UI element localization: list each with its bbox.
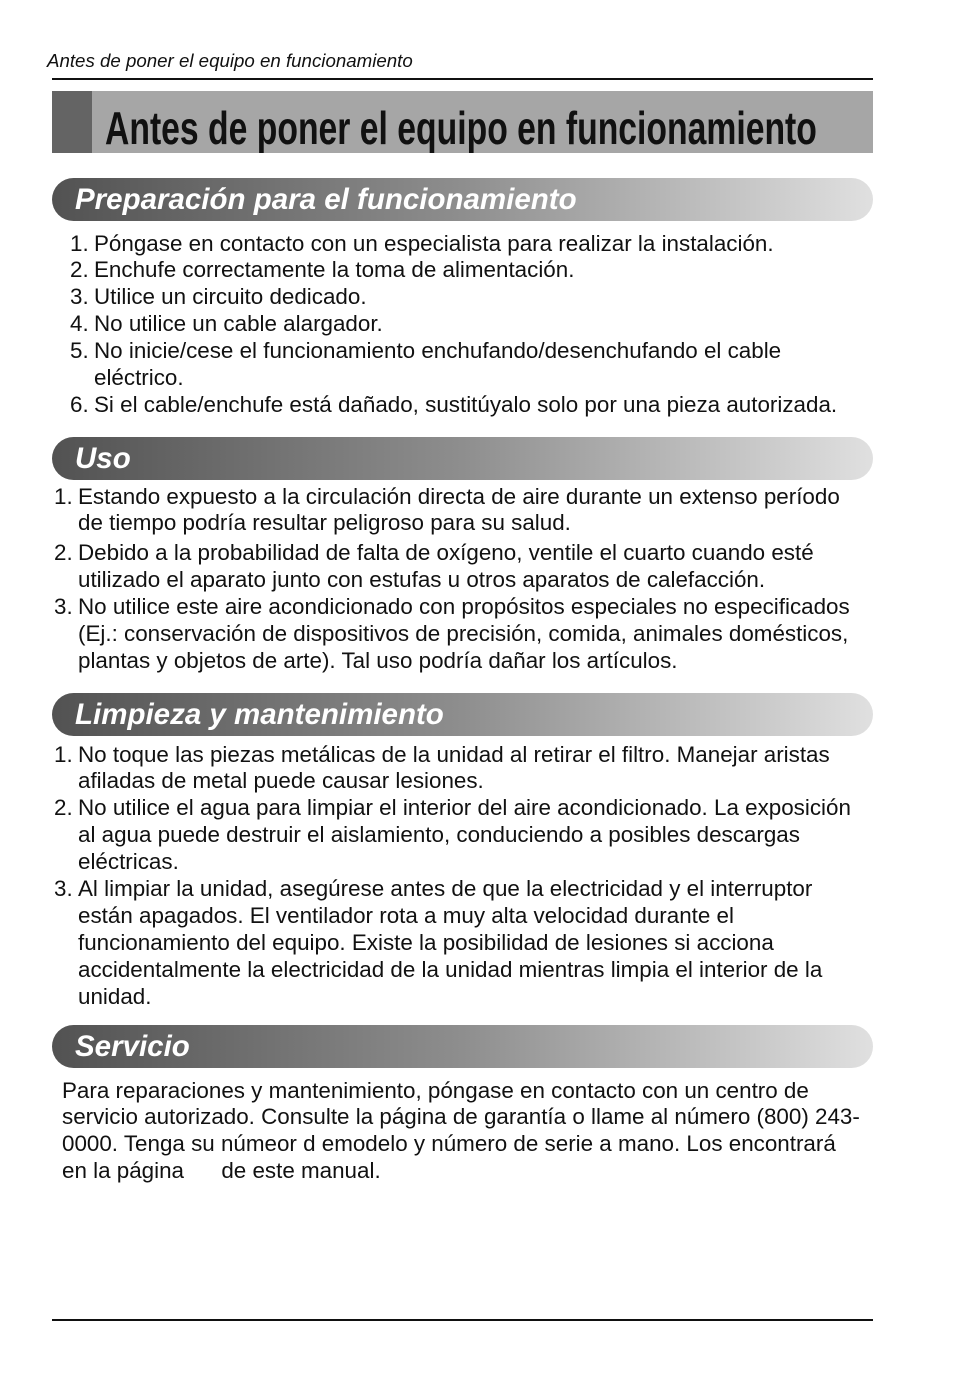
item-line: No utilice el agua para limpiar el interior del aire acondicionado. La exposición bbox=[78, 795, 851, 821]
item-line: eléctricas. bbox=[78, 849, 179, 875]
servicio-paragraph bbox=[62, 1078, 860, 1186]
item-number: 3. bbox=[70, 284, 89, 310]
item-number: 5. bbox=[70, 338, 89, 364]
item-number: 2. bbox=[54, 795, 73, 821]
item-line: Debido a la probabilidad de falta de oxígeno, ventile el cuarto cuando esté bbox=[78, 540, 814, 566]
item-line: funcionamiento del equipo. Existe la posibilidad de lesiones si acciona bbox=[78, 929, 774, 955]
item-text bbox=[78, 876, 822, 1011]
list-item bbox=[70, 257, 837, 284]
page-title-bar bbox=[52, 91, 873, 153]
item-text bbox=[78, 540, 814, 594]
section-heading-limpieza: Limpieza y mantenimiento bbox=[52, 693, 873, 736]
item-line: de tiempo podría resultar peligroso para su salud. bbox=[78, 510, 571, 536]
item-number: 1. bbox=[54, 483, 73, 509]
limpieza-list bbox=[54, 742, 851, 1011]
item-line: unidad. bbox=[78, 983, 152, 1009]
list-item bbox=[70, 338, 837, 392]
item-line: Si el cable/enchufe está dañado, sustitúyalo solo por una pieza autorizada. bbox=[94, 391, 838, 417]
header-rule bbox=[52, 78, 873, 80]
item-number: 2. bbox=[54, 540, 73, 566]
running-header: Antes de poner el equipo en funcionamiento bbox=[47, 50, 413, 71]
paragraph-line: servicio autorizado. Consulte la página de garantía o llame al número (800) 243- bbox=[62, 1104, 860, 1130]
item-text bbox=[94, 338, 781, 392]
item-line: Enchufe correctamente la toma de alimentación. bbox=[94, 257, 575, 283]
item-text bbox=[94, 392, 837, 419]
section-heading-preparacion: Preparación para el funcionamiento bbox=[52, 178, 873, 221]
item-line: No utilice este aire acondicionado con propósitos especiales no especificados bbox=[78, 594, 850, 620]
list-item bbox=[54, 876, 851, 1011]
item-text bbox=[78, 484, 840, 538]
item-line: Al limpiar la unidad, asegúrese antes de que la electricidad y el interruptor bbox=[78, 876, 813, 902]
list-item bbox=[70, 284, 837, 311]
list-item bbox=[54, 594, 850, 675]
item-number: 2. bbox=[70, 257, 89, 283]
item-number: 3. bbox=[54, 876, 73, 902]
item-text bbox=[78, 594, 850, 675]
paragraph-line: 0000. Tenga su númeor d emodelo y número de serie a mano. Los encontrará bbox=[62, 1131, 836, 1157]
item-line: Estando expuesto a la circulación directa de aire durante un extenso período bbox=[78, 483, 840, 509]
item-line: al agua puede destruir el aislamiento, conduciendo a posibles descargas bbox=[78, 822, 800, 848]
title-accent-block bbox=[52, 91, 92, 153]
item-number: 6. bbox=[70, 391, 89, 417]
paragraph-line: en la página de este manual. bbox=[62, 1158, 381, 1184]
item-line: Póngase en contacto con un especialista para realizar la instalación. bbox=[94, 230, 774, 256]
item-line: están apagados. El ventilador rota a muy alta velocidad durante el bbox=[78, 902, 734, 928]
item-number: 1. bbox=[70, 230, 89, 256]
item-text bbox=[78, 742, 830, 796]
item-line: eléctrico. bbox=[94, 365, 184, 391]
item-line: utilizado el aparato junto con estufas u otros aparatos de calefacción. bbox=[78, 567, 766, 593]
list-item bbox=[54, 742, 851, 796]
item-text bbox=[78, 795, 851, 876]
preparacion-list bbox=[70, 231, 837, 419]
item-number: 3. bbox=[54, 594, 73, 620]
list-item bbox=[54, 540, 850, 594]
item-line: No utilice un cable alargador. bbox=[94, 311, 383, 337]
item-line: (Ej.: conservación de dispositivos de precisión, comida, animales domésticos, bbox=[78, 621, 849, 647]
item-line: accidentalmente la electricidad de la unidad mientras limpia el interior de la bbox=[78, 956, 823, 982]
list-item bbox=[54, 484, 850, 538]
item-number: 4. bbox=[70, 311, 89, 337]
item-number: 1. bbox=[54, 741, 73, 767]
item-text bbox=[94, 231, 774, 258]
item-line: No toque las piezas metálicas de la unidad al retirar el filtro. Manejar aristas bbox=[78, 741, 830, 767]
list-item bbox=[54, 795, 851, 876]
item-line: No inicie/cese el funcionamiento enchufando/desenchufando el cable bbox=[94, 338, 782, 364]
footer-rule bbox=[52, 1319, 873, 1321]
item-text bbox=[94, 284, 367, 311]
item-text bbox=[94, 311, 383, 338]
item-line: plantas y objetos de arte). Tal uso podría dañar los artículos. bbox=[78, 647, 678, 673]
list-item bbox=[70, 311, 837, 338]
list-item bbox=[70, 231, 837, 258]
item-line: Utilice un circuito dedicado. bbox=[94, 284, 367, 310]
page-title: Antes de poner el equipo en funcionamiento bbox=[105, 102, 817, 153]
uso-list bbox=[54, 484, 850, 675]
section-heading-uso: Uso bbox=[52, 437, 873, 480]
item-text bbox=[94, 257, 574, 284]
paragraph-line: Para reparaciones y mantenimiento, póngase en contacto con un centro de bbox=[62, 1077, 809, 1103]
item-line: afiladas de metal puede causar lesiones. bbox=[78, 768, 484, 794]
list-item bbox=[70, 392, 837, 419]
section-heading-servicio: Servicio bbox=[52, 1025, 873, 1068]
